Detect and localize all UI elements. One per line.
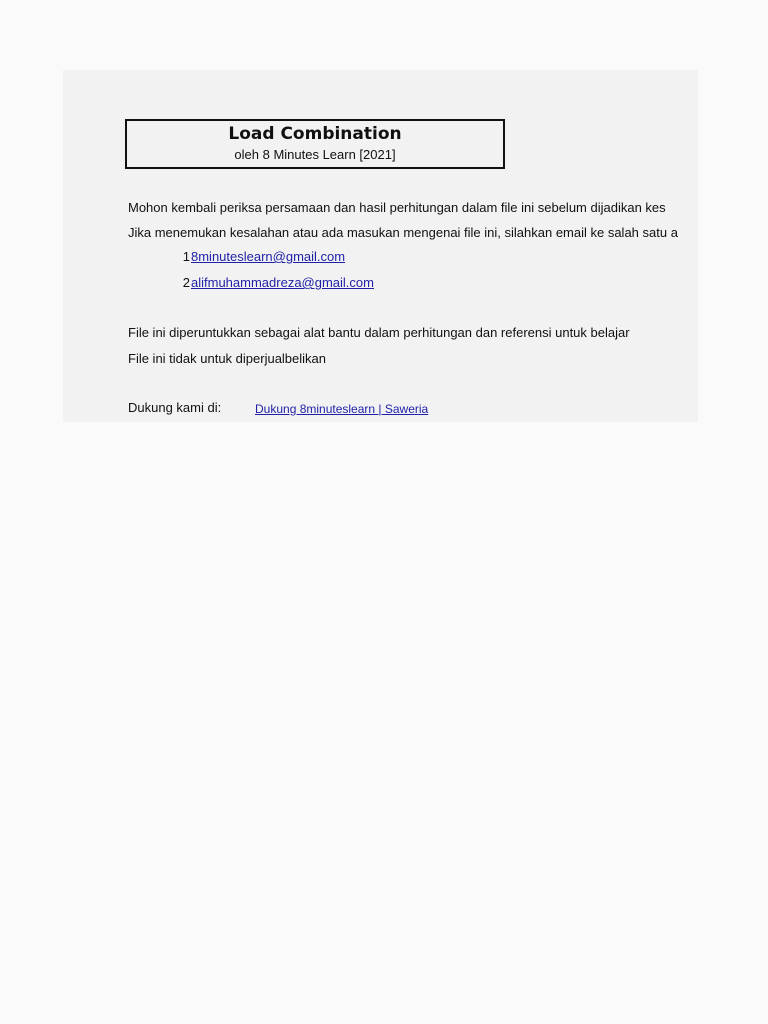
support-label: Dukung kami di: [128,400,222,415]
email-link-2[interactable]: alifmuhammadreza@gmail.com [191,275,374,290]
page-title: Load Combination [228,124,402,144]
info-line-2: File ini tidak untuk diperjualbelikan [128,351,327,366]
title-box [125,119,505,169]
info-line-1: File ini diperuntukkan sebagai alat bantu dalam perhitungan dan referensi untuk belajar [128,325,630,340]
note-line-1: Mohon kembali periksa persamaan dan hasil perhitungan dalam file ini sebelum dijadikan kes [128,200,666,215]
email-number-2: 2 [182,275,190,290]
note-line-2: Jika menemukan kesalahan atau ada masukan mengenai file ini, silahkan email ke salah satu a [128,225,678,240]
spreadsheet-area [63,70,698,422]
email-row-1 [180,249,345,265]
email-row-2 [180,275,374,291]
support-link[interactable]: Dukung 8minuteslearn | Saweria [255,402,429,416]
page-subtitle: oleh 8 Minutes Learn [2021] [234,147,396,162]
email-link-1[interactable]: 8minuteslearn@gmail.com [191,249,346,264]
email-number-1: 1 [182,249,190,264]
